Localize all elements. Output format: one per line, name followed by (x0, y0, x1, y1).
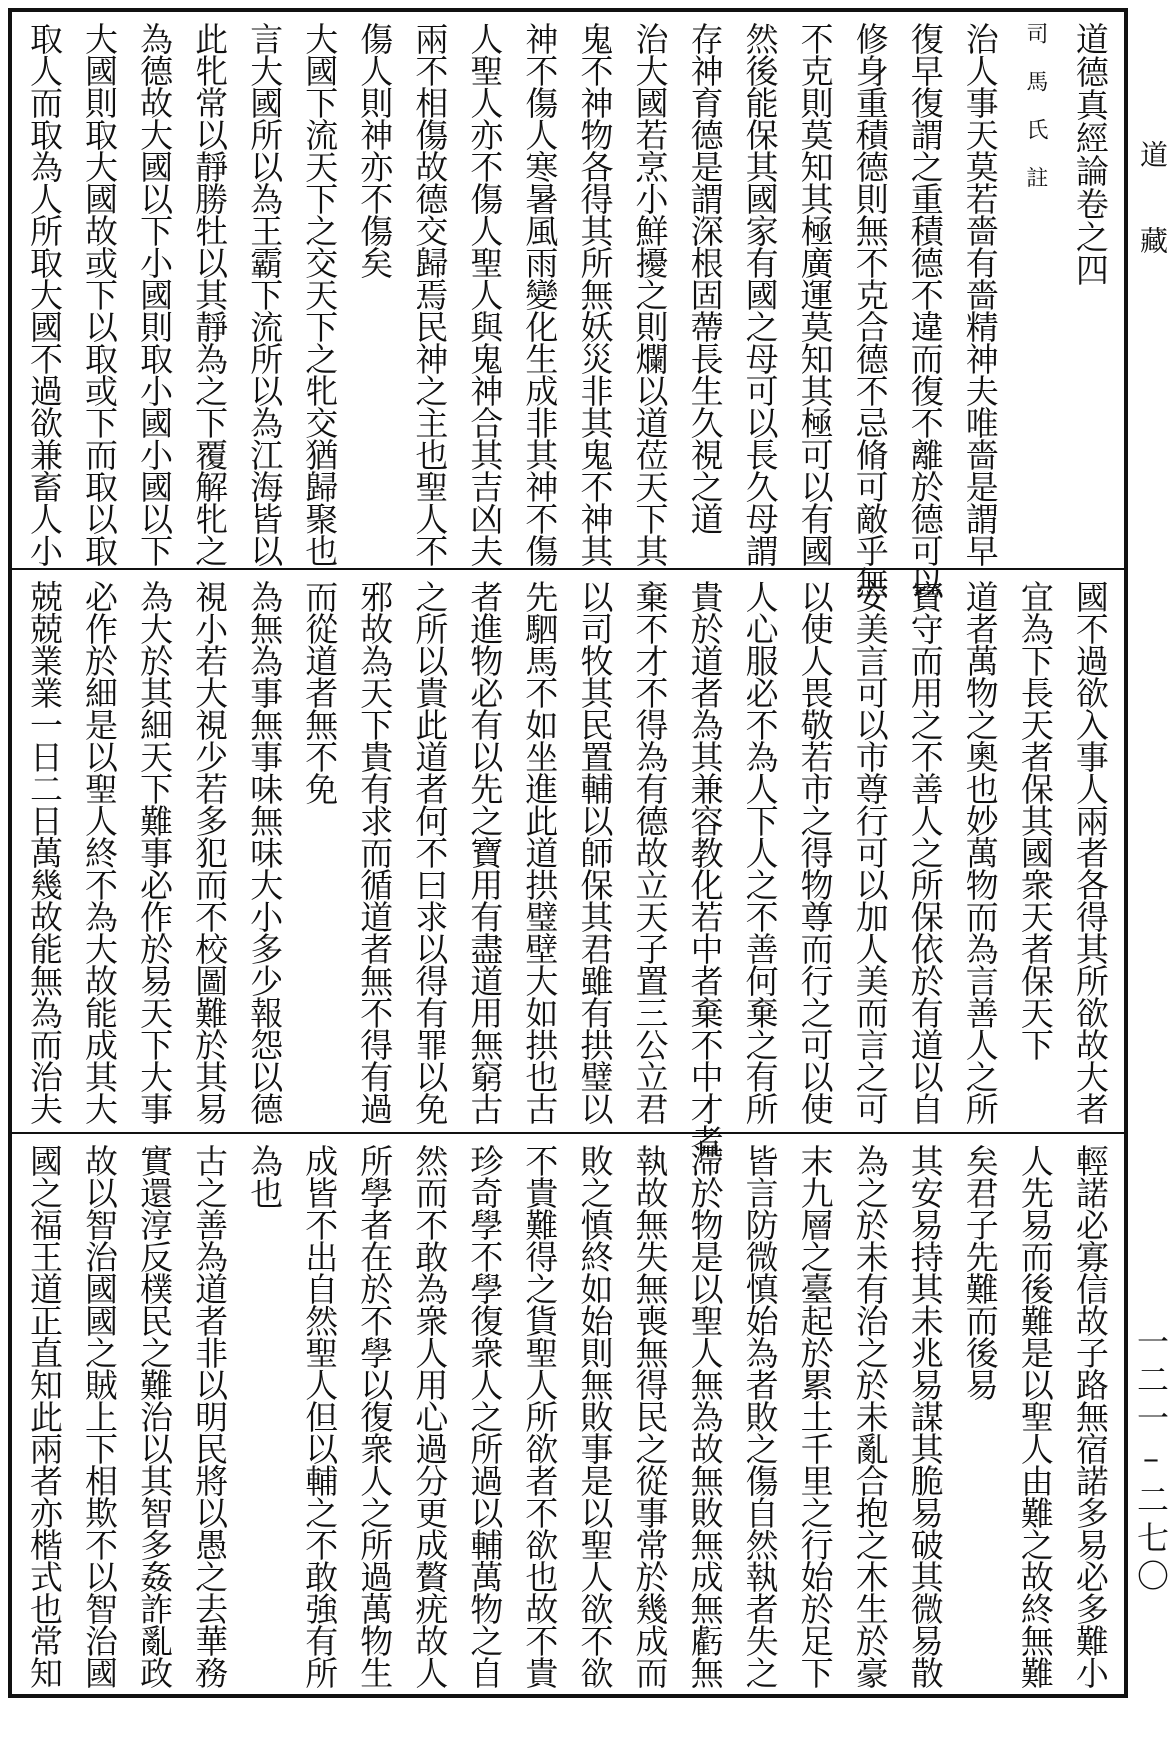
text-column: 此牝常以靜勝牡以其靜為之下覆解牝之 (190, 22, 230, 566)
panel-lower (12, 1134, 1124, 1694)
text-column: 為德故大國以下小國則取小國小國以下 (135, 22, 175, 566)
text-column: 其安易持其未兆易謀其脆易破其微易散 (905, 1144, 945, 1688)
text-column: 大國下流天下之交天下之牝交猶歸聚也 (300, 22, 340, 566)
text-column: 傷人則神亦不傷矣 (355, 22, 395, 278)
text-column: 以司牧其民置輔以師保其君雖有拱璧以 (575, 580, 615, 1124)
text-column: 為大於其細天下難事必作於易天下大事 (135, 580, 175, 1124)
text-column: 輕諾必寡信故子路無宿諾多易必多難小 (1070, 1144, 1110, 1688)
text-column: 取人而取為人所取大國不過欲兼畜人小 (25, 22, 64, 566)
text-column: 人心服必不為人下人之不善何棄之有所 (740, 580, 780, 1124)
text-column: 神不傷人寒暑風雨變化生成非其神不傷 (520, 22, 560, 566)
text-column: 成皆不出自然聖人但以輔之不敢強有所 (300, 1144, 340, 1688)
text-column: 然而不敢為衆人用心過分更成贅疣故人 (410, 1144, 450, 1688)
text-column: 言大國所以為王霸下流所以為江海皆以 (245, 22, 285, 566)
text-column: 矣君子先難而後易 (960, 1144, 1000, 1400)
text-column: 道者萬物之奧也妙萬物而為言善人之所 (960, 580, 1000, 1124)
text-column: 安美言可以市尊行可以加人美而言之可 (850, 580, 890, 1124)
text-column: 以使人畏敬若市之得物尊而行之可以使 (795, 580, 835, 1124)
text-column: 國不過欲入事人兩者各得其所欲故大者 (1070, 580, 1110, 1124)
text-column: 滯於物是以聖人無為故無敗無成無虧無 (685, 1144, 725, 1688)
text-column: 之所以貴此道者何不曰求以得有罪以免 (410, 580, 450, 1124)
text-column: 人先易而後難是以聖人由難之故終無難 (1015, 1144, 1055, 1688)
text-column: 不貴難得之貨聖人所欲者不欲也故不貴 (520, 1144, 560, 1688)
text-column: 兩不相傷故德交歸焉民神之主也聖人不 (410, 22, 450, 566)
text-column: 執故無失無喪無得民之從事常於幾成而 (630, 1144, 670, 1688)
text-column: 故以智治國國之賊上下相欺不以智治國 (80, 1144, 120, 1688)
text-column: 珍奇學不學復衆人之所過以輔萬物之自 (465, 1144, 505, 1688)
text-column: 存神育德是謂深根固蔕長生久視之道 (685, 22, 725, 534)
text-column: 皆言防微慎始為者敗之傷自然執者失之 (740, 1144, 780, 1688)
panel-middle (12, 570, 1124, 1156)
text-column: 不克則莫知其極廣運莫知其極可以有國 (795, 22, 835, 566)
text-column: 視小若大視少若多犯而不校圖難於其易 (190, 580, 230, 1124)
text-column: 古之善為道者非以明民將以愚之去華務 (190, 1144, 230, 1688)
panel-upper (12, 12, 1124, 598)
text-column: 貴於道者為其兼容教化若中者棄不中才者 (685, 580, 725, 1156)
text-column: 大國則取大國故或下以取或下而取以取 (80, 22, 120, 566)
text-column: 邪故為天下貴有求而循道者無不得有過 (355, 580, 395, 1124)
text-column: 為之於未有治之於未亂合抱之木生於豪 (850, 1144, 890, 1688)
text-column: 棄不才不得為有德故立天子置三公立君 (630, 580, 670, 1124)
text-column: 者進物必有以先之寶用有盡道用無窮古 (465, 580, 505, 1124)
text-column: 必作於細是以聖人終不為大故能成其大 (80, 580, 120, 1124)
text-column: 為也 (245, 1144, 285, 1208)
annotator-line: 司 馬 氏 註 (1022, 22, 1048, 190)
text-column: 末九層之臺起於累土千里之行始於足下 (795, 1144, 835, 1688)
margin-collection-label: 道藏 (1136, 140, 1169, 312)
text-column: 敗之慎終如始則無敗事是以聖人欲不欲 (575, 1144, 615, 1688)
text-column: 復早復謂之重積德不違而復不離於德可以 (905, 22, 945, 598)
text-column: 實還淳反樸民之難治以其智多姦詐亂政 (135, 1144, 175, 1688)
text-column: 而從道者無不免 (300, 580, 340, 804)
text-column: 為無為事無事味無味大小多少報怨以德 (245, 580, 285, 1124)
text-column: 人聖人亦不傷人聖人與鬼神合其吉凶夫 (465, 22, 505, 566)
text-column: 然後能保其國家有國之母可以長久母謂 (740, 22, 780, 566)
margin-page-number: 一二一–二七〇 (1132, 1325, 1170, 1597)
text-column: 治大國若烹小鮮擾之則爛以道莅天下其 (630, 22, 670, 566)
text-column: 宜為下長天者保其國衆天者保天下 (1015, 580, 1055, 1060)
text-column: 治人事天莫若嗇有嗇精神夫唯嗇是謂早 (960, 22, 1000, 566)
text-column: 修身重積德則無不克合德不忌脩可敵乎無 (850, 22, 890, 598)
text-column: 國之福王道正直知此兩者亦楷式也常知 (25, 1144, 64, 1688)
scroll-title: 道德真經論卷之四 (1070, 22, 1110, 286)
text-column: 兢兢業業一日二日萬幾故能無為而治夫 (25, 580, 64, 1124)
text-column: 先駟馬不如坐進此道拱璧壁大如拱也古 (520, 580, 560, 1124)
page-frame (8, 8, 1128, 1698)
text-column: 所學者在於不學以復衆人之所過萬物生 (355, 1144, 395, 1688)
text-column: 鬼不神物各得其所無妖災非其鬼不神其 (575, 22, 615, 566)
text-column: 寶守而用之不善人之所保依於有道以自 (905, 580, 945, 1124)
